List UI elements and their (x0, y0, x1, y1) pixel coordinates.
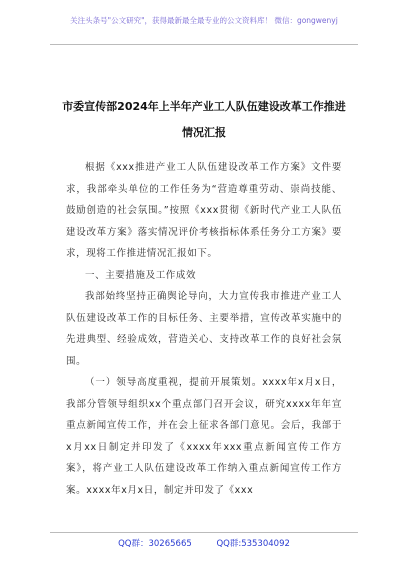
footer-qq-group-1: QQ群：30265665 (118, 539, 192, 549)
footer-divider (50, 532, 358, 533)
paragraph-intro: 根据《xxx推进产业工人队伍建设改革工作方案》文件要求，我部牵头单位的工作任务为“营造尊重劳动、崇尚技能、鼓励创造的社会氛围。”按照《xxx贯彻《新时代产业工人队伍建设改革方案》落实情况评价考核指标体系任务分工方案》要求，现将工作推进情况汇报如下。 (66, 162, 342, 259)
document-body (66, 157, 342, 501)
header-divider (50, 44, 358, 45)
document-title-line-1: 市委宣传部2024年上半年产业工人队伍建设改革工作推进 (62, 100, 346, 113)
footer (0, 537, 408, 549)
paragraph-subsection-1: （一）领导高度重视，提前开展策划。xxxx年x月x日，我部分管领导组织xx个重点部门召开会议，研究xxxx年年宣重点新闻宣传工作，并在会上征求各部门意见。会后，我部于x月xx日制定并印发了《xxxx年xxx重点新闻宣传工作方案》，将产业工人队伍建设改革工作纳入重点新闻宣传工作方案。xxxx年x月x日，制定并印发了《xxx (66, 377, 342, 496)
header-banner: 关注头条号"公文研究"，获得最新最全最专业的公文资料库！ 微信：gongwenyj (70, 16, 338, 25)
section-heading: 一、主要措施及工作成效 (85, 269, 197, 281)
document-title-line-2: 情况汇报 (182, 126, 226, 139)
paragraph-overview: 我部始终坚持正确舆论导向，大力宣传我市推进产业工人队伍建设改革工作的目标任务、主要举措，宣传改革实施中的先进典型、经验成效，营造关心、支持改革工作的良好社会氛围。 (66, 291, 342, 367)
footer-qq-group-2: QQ群:535304092 (216, 539, 290, 549)
